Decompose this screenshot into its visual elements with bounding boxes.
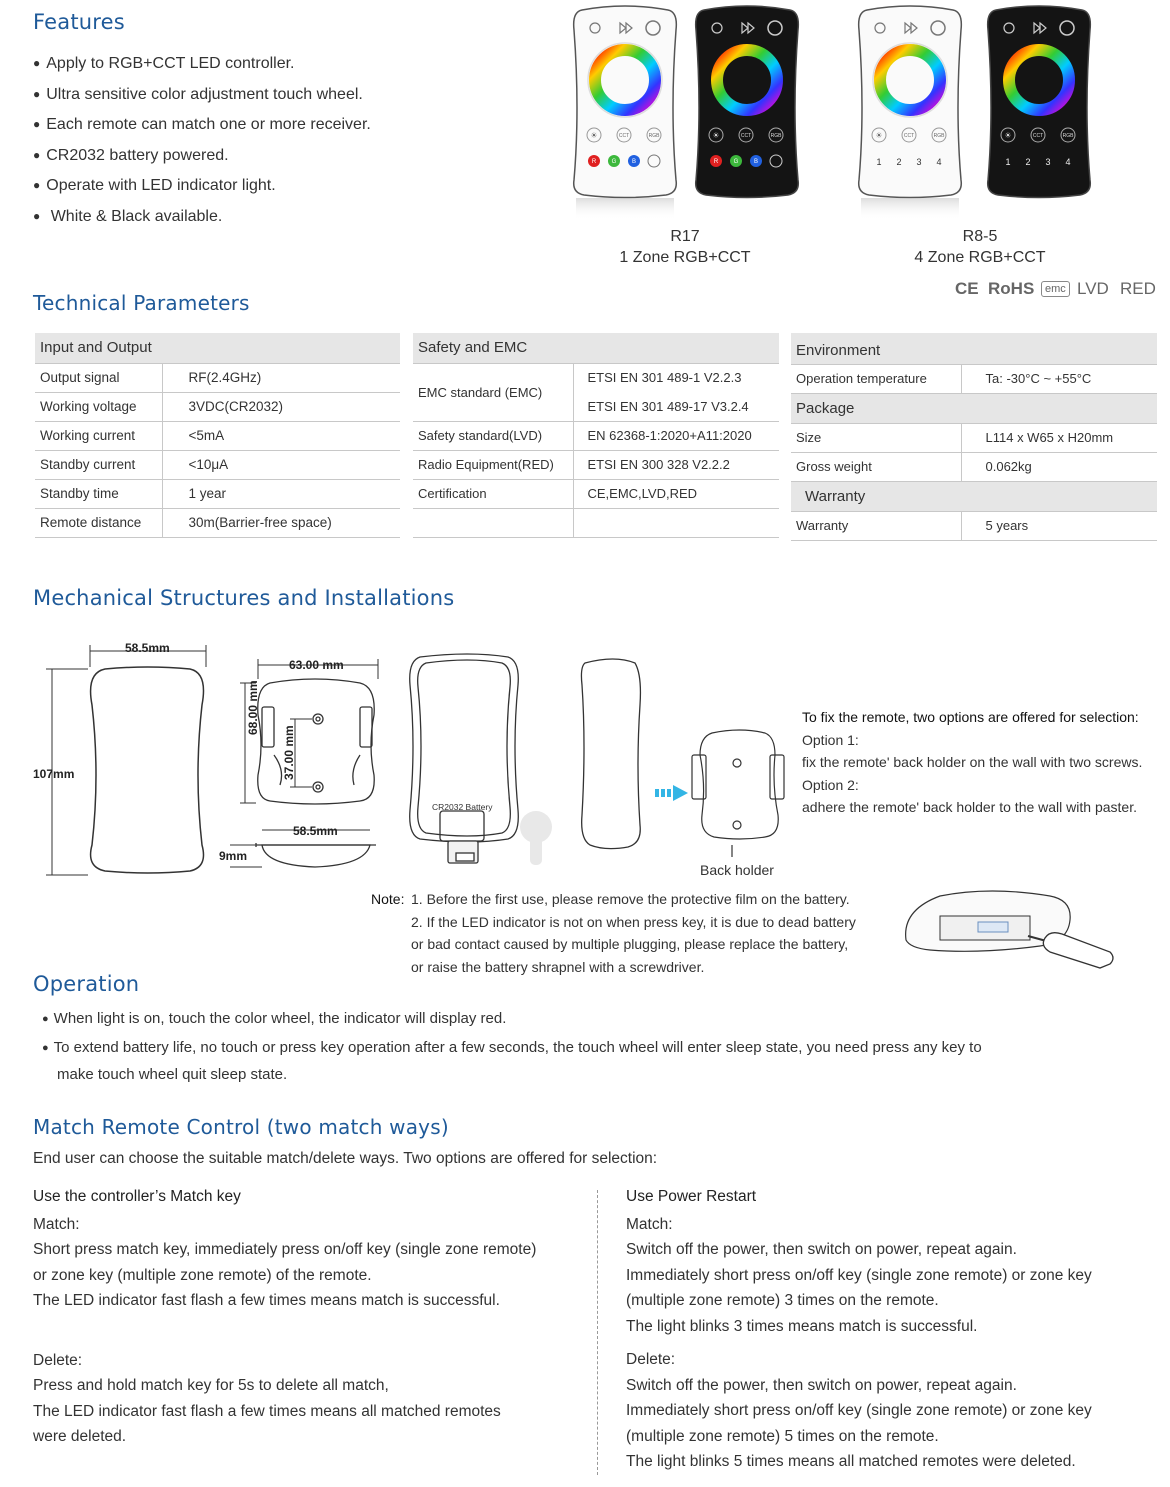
dim-width-front: 58.5mm [125, 641, 170, 655]
table-row: Remote distance 30m(Barrier-free space) [35, 508, 400, 537]
fix-line: fix the remote' back holder on the wall with two screws. [802, 754, 1143, 770]
match-right-match-label: Match: [626, 1215, 673, 1233]
caption-r8-5-desc: 4 Zone RGB+CCT [914, 249, 1046, 266]
svg-text:☀: ☀ [1004, 131, 1012, 140]
fix-line: Option 1: [802, 731, 859, 748]
feature-item: ● Apply to RGB+CCT LED controller. [33, 49, 371, 80]
match-left-line: Short press match key, immediately press on/off key (single zone remote) [33, 1241, 537, 1258]
cert-marks [955, 278, 1165, 302]
back-holder-view [258, 679, 374, 804]
table-row: Radio Equipment(RED) ETSI EN 300 328 V2.2.2 [413, 450, 779, 479]
feature-item: ● Each remote can match one or more receiver. [33, 110, 371, 141]
red-mark: RED [1120, 279, 1156, 298]
caption-r17-model: R17 [670, 228, 700, 245]
fix-instructions [802, 706, 1162, 819]
screwdriver-illustration [900, 880, 1120, 975]
table-environment [791, 333, 1157, 541]
svg-text:4: 4 [936, 157, 942, 167]
remote-side-view [581, 659, 640, 849]
caption-r8-5-model: R8-5 [962, 228, 998, 245]
dim-height-front: 107mm [33, 767, 75, 781]
table-row: Operation temperature Ta: -30°C ~ +55°C [791, 364, 1157, 393]
table-row: Output signal RF(2.4GHz) [35, 363, 400, 392]
env-header: Environment [791, 333, 1157, 364]
svg-text:3: 3 [1045, 157, 1051, 167]
svg-text:1: 1 [876, 157, 882, 167]
remote-r8-5-white [859, 6, 962, 220]
svg-text:RGB: RGB [648, 133, 660, 139]
lvd-mark: LVD [1077, 279, 1109, 298]
note-line: 2. If the LED indicator is not on when press key, it is due to dead battery [411, 913, 856, 930]
remote-r17-black [696, 6, 799, 198]
table-row: Certification CE,EMC,LVD,RED [413, 479, 779, 508]
safety-header: Safety and EMC [413, 333, 779, 363]
fix-title: To fix the remote, two options are offered for selection: [802, 709, 1139, 725]
dim-width-side: 58.5mm [293, 824, 338, 838]
mechanical-drawings [30, 635, 820, 885]
match-right-line: The light blinks 5 times means all matched remotes were deleted. [626, 1453, 1076, 1470]
note-line: 1. Before the first use, please remove the protective film on the battery. [411, 891, 850, 907]
caption-r8-5 [895, 226, 1065, 268]
features-title: Features [33, 10, 125, 34]
side-view [256, 843, 376, 867]
feature-item: ● Ultra sensitive color adjustment touch wheel. [33, 80, 371, 111]
svg-text:B: B [753, 159, 759, 165]
table-row: ETSI EN 301 489-17 V3.2.4 [413, 392, 779, 421]
match-right-delete-label: Delete: [626, 1351, 676, 1368]
match-left-line: The LED indicator fast flash a few times means match is successful. [33, 1292, 500, 1309]
svg-text:RGB: RGB [770, 133, 782, 139]
svg-text:CCT: CCT [903, 133, 915, 139]
note-label: Note: [371, 891, 405, 907]
match-right-title: Use Power Restart [626, 1188, 757, 1205]
match-left-line: Press and hold match key for 5s to delete all match, [33, 1377, 389, 1394]
operation-item: ● When light is on, touch the color wheel, the indicator will display red. [37, 1006, 987, 1033]
svg-text:RGB: RGB [933, 133, 945, 139]
table-safety-emc [413, 333, 779, 538]
svg-text:☀: ☀ [590, 131, 598, 140]
svg-text:RGB: RGB [1062, 133, 1074, 139]
caption-r17-desc: 1 Zone RGB+CCT [619, 249, 751, 266]
match-left-match-label: Match: [33, 1215, 80, 1233]
ce-mark: CE [955, 279, 979, 298]
svg-text:B: B [631, 159, 637, 165]
io-header: Input and Output [35, 333, 400, 363]
match-intro: End user can choose the suitable match/delete ways. Two options are offered for selection: [33, 1150, 658, 1167]
svg-text:CCT: CCT [740, 133, 752, 139]
svg-text:4: 4 [1065, 157, 1071, 167]
match-title: Match Remote Control (two match ways) [33, 1115, 449, 1139]
svg-text:3: 3 [916, 157, 922, 167]
table-row: Working voltage 3VDC(CR2032) [35, 392, 400, 421]
table-row: Warranty 5 years [791, 511, 1157, 540]
note-line: or raise the battery shrapnel with a screwdriver. [411, 958, 705, 975]
operation-list [37, 1006, 987, 1088]
feature-item: ● White & Black available. [33, 202, 371, 233]
match-right-line: Immediately short press on/off key (single zone remote) or zone key [626, 1402, 1092, 1419]
match-left-line: The LED indicator fast flash a few times means all matched remotes [33, 1402, 501, 1420]
match-left-line: were deleted. [33, 1428, 127, 1445]
feature-item: ● CR2032 battery powered. [33, 141, 371, 172]
warranty-header: Warranty [791, 481, 1157, 511]
match-right-line: (multiple zone remote) 5 times on the remote. [626, 1427, 939, 1445]
svg-text:☀: ☀ [875, 131, 883, 140]
caption-r17 [600, 226, 770, 268]
table-row: Working current <5mA [35, 421, 400, 450]
svg-text:☀: ☀ [712, 131, 720, 140]
match-right-line: Switch off the power, then switch on power, repeat again. [626, 1241, 1017, 1258]
table-row: Size L114 x W65 x H20mm [791, 423, 1157, 452]
table-row: Safety standard(LVD) EN 62368-1:2020+A11:2020 [413, 421, 779, 450]
table-input-output [35, 333, 400, 538]
back-holder-label: Back holder [700, 862, 774, 878]
dim-height-holder: 68.00 mm [246, 680, 260, 735]
match-left-line: or zone key (multiple zone remote) of the remote. [33, 1266, 372, 1284]
product-images [570, 0, 1170, 230]
table-row: Gross weight 0.062kg [791, 452, 1157, 481]
battery-label: CR2032 Battery [432, 802, 493, 812]
table-row [413, 508, 779, 537]
svg-text:2: 2 [1025, 157, 1031, 167]
operation-title: Operation [33, 972, 140, 996]
match-right-line: (multiple zone remote) 3 times on the remote. [626, 1292, 939, 1309]
svg-text:R: R [713, 159, 719, 165]
table-row: Standby current <10μA [35, 450, 400, 479]
remote-back-view [410, 654, 519, 863]
table-row: Standby time 1 year [35, 479, 400, 508]
match-left-delete-label: Delete: [33, 1351, 83, 1369]
dim-depth: 9mm [219, 849, 248, 863]
svg-text:G: G [611, 159, 617, 165]
tech-title: Technical Parameters [33, 291, 250, 315]
match-left-column [33, 1184, 593, 1450]
feature-item: ● Operate with LED indicator light. [33, 171, 371, 202]
column-divider [597, 1190, 598, 1475]
table-row: EMC standard (EMC) ETSI EN 301 489-1 V2.2.3 [413, 363, 779, 392]
match-right-line: Immediately short press on/off key (single zone remote) or zone key [626, 1266, 1092, 1284]
front-view-outline [91, 667, 204, 873]
svg-text:CCT: CCT [1032, 133, 1044, 139]
dim-width-holder: 63.00 mm [289, 658, 344, 672]
rohs-mark: RoHS [988, 279, 1035, 298]
svg-text:G: G [733, 159, 739, 165]
note-line: or bad contact caused by multiple plugging, please replace the battery, [411, 936, 849, 952]
match-left-title: Use the controller’s Match key [33, 1188, 241, 1205]
remote-r17-white [574, 6, 677, 220]
finger-shape [520, 811, 552, 865]
svg-text:R: R [591, 159, 597, 165]
emc-mark: emc [1041, 281, 1070, 297]
features-list [33, 49, 371, 233]
match-right-column [626, 1184, 1166, 1475]
arrow-icon [655, 785, 688, 801]
dim-hole-spacing: 37.00 mm [282, 725, 296, 780]
match-right-line: The light blinks 3 times means match is successful. [626, 1317, 978, 1335]
mech-title: Mechanical Structures and Installations [33, 586, 455, 610]
svg-text:1: 1 [1005, 157, 1011, 167]
remote-r8-5-black [988, 6, 1091, 198]
operation-item: ● To extend battery life, no touch or press key operation after a few seconds, the touch wheel will enter sleep state, you need press any key to make touch wheel quit sleep state. [37, 1035, 987, 1088]
back-holder-3d [692, 730, 784, 857]
note-block [411, 888, 871, 978]
fix-line: Option 2: [802, 776, 859, 793]
svg-text:2: 2 [896, 157, 902, 167]
match-right-line: Switch off the power, then switch on power, repeat again. [626, 1376, 1017, 1394]
fix-line: adhere the remote' back holder to the wall with paster. [802, 799, 1137, 815]
svg-text:CCT: CCT [618, 133, 630, 139]
package-header: Package [791, 393, 1157, 423]
